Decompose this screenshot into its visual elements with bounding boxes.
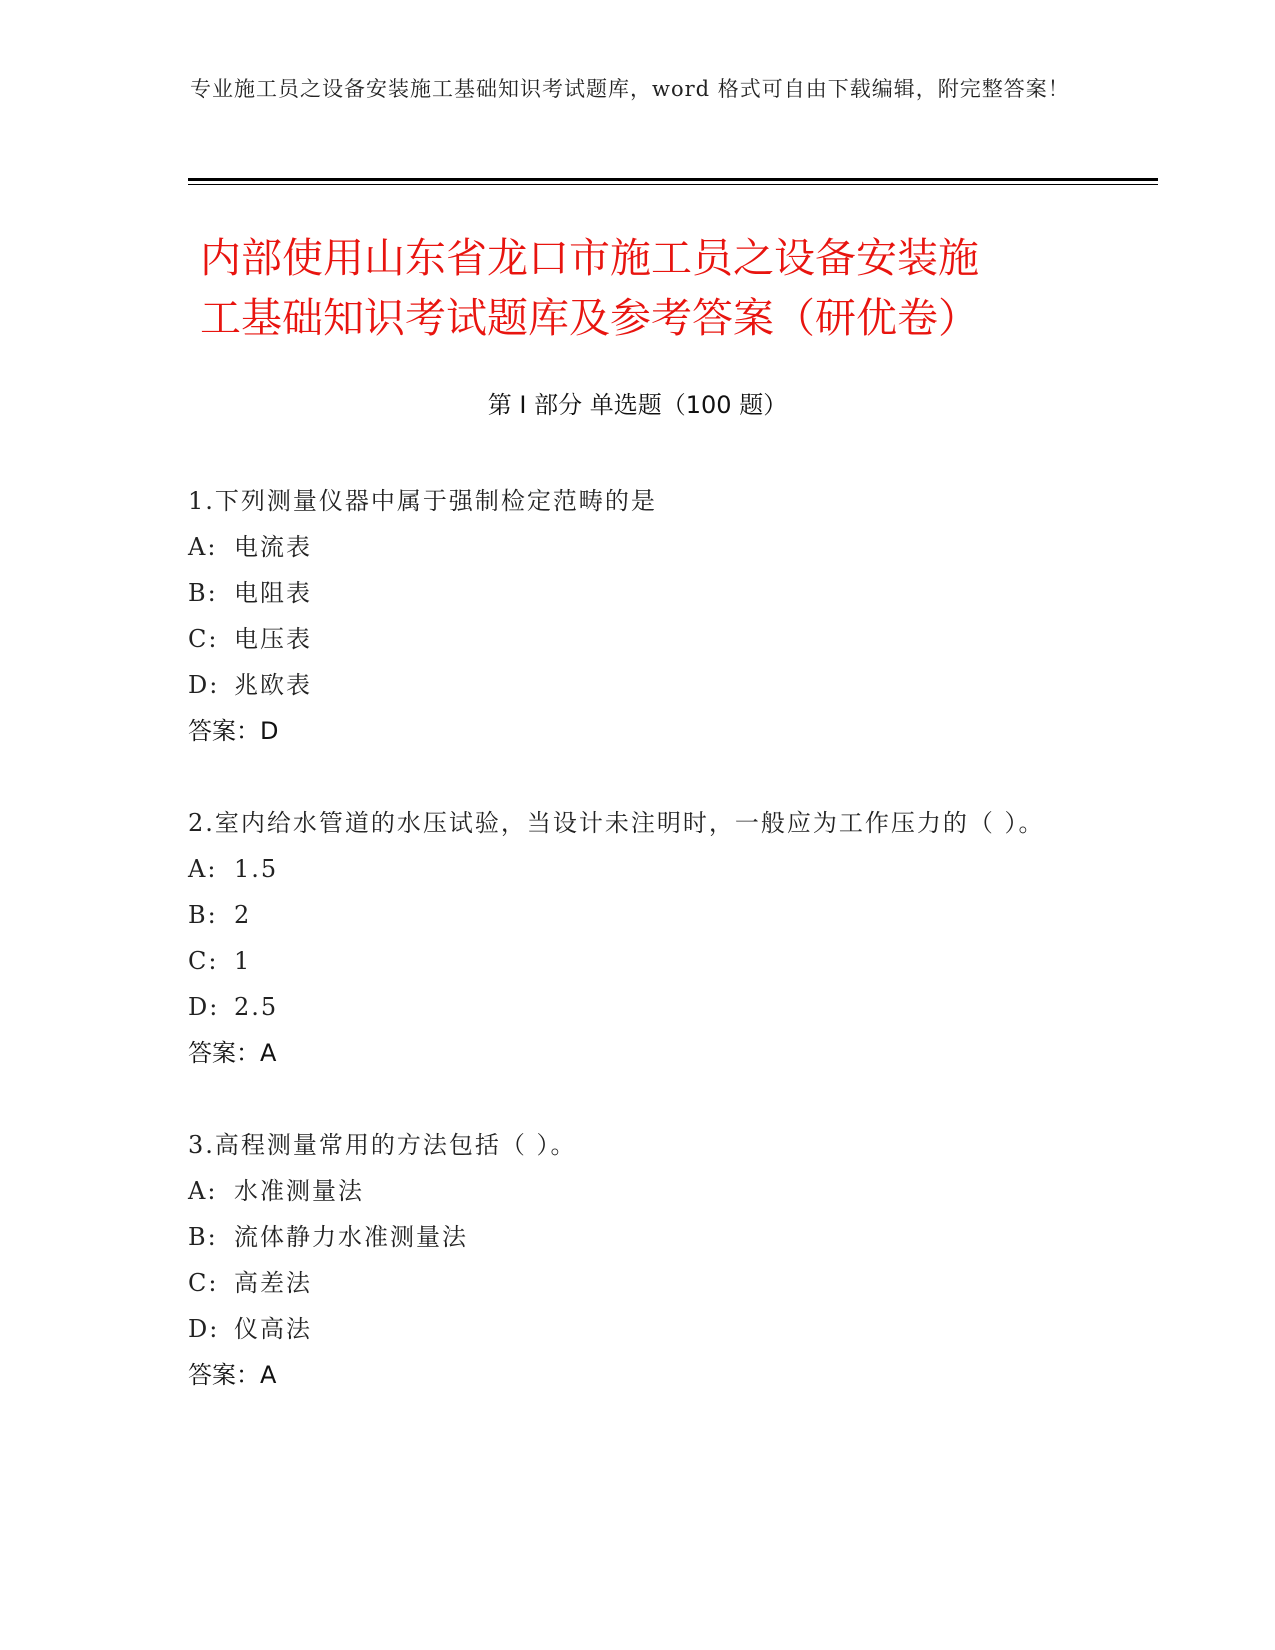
option-b bbox=[188, 570, 1088, 616]
question-stem: 3.高程测量常用的方法包括（ ）。 bbox=[188, 1131, 577, 1159]
question-stem: 2.室内给水管道的水压试验，当设计未注明时，一般应为工作压力的（ ）。 bbox=[188, 809, 1045, 837]
question-list bbox=[188, 478, 1088, 1444]
option-d bbox=[188, 984, 1088, 1030]
option-text: 电阻表 bbox=[234, 579, 312, 607]
option-c bbox=[188, 938, 1088, 984]
option-text: 2 bbox=[234, 901, 252, 929]
option-b bbox=[188, 892, 1088, 938]
section-heading: 第 I 部分 单选题（100 题） bbox=[487, 391, 788, 419]
option-text: 水准测量法 bbox=[234, 1177, 364, 1205]
option-text: 流体静力水准测量法 bbox=[234, 1223, 468, 1251]
answer-line: 答案：D bbox=[188, 717, 279, 745]
question-item bbox=[188, 478, 1088, 754]
option-c bbox=[188, 616, 1088, 662]
header-note: 专业施工员之设备安装施工基础知识考试题库，word 格式可自由下载编辑，附完整答案！ bbox=[190, 77, 1070, 101]
option-d bbox=[188, 1306, 1088, 1352]
option-letter: B: bbox=[188, 1223, 218, 1251]
option-a bbox=[188, 524, 1088, 570]
option-letter: D: bbox=[188, 671, 220, 699]
option-b bbox=[188, 1214, 1088, 1260]
answer-line: 答案：A bbox=[188, 1361, 277, 1389]
option-letter: B: bbox=[188, 901, 218, 929]
option-text: 1 bbox=[234, 947, 252, 975]
header-rule-thick bbox=[188, 178, 1158, 181]
option-text: 电压表 bbox=[234, 625, 312, 653]
option-text: 电流表 bbox=[234, 533, 312, 561]
option-letter: C: bbox=[188, 625, 219, 653]
option-letter: D: bbox=[188, 1315, 220, 1343]
option-letter: B: bbox=[188, 579, 218, 607]
option-c bbox=[188, 1260, 1088, 1306]
question-item bbox=[188, 800, 1088, 1076]
question-item bbox=[188, 1122, 1088, 1398]
option-text: 高差法 bbox=[234, 1269, 312, 1297]
option-d bbox=[188, 662, 1088, 708]
option-letter: A: bbox=[188, 533, 218, 561]
option-a bbox=[188, 846, 1088, 892]
document-title-line-2: 工基础知识考试题库及参考答案（研优卷） bbox=[200, 294, 979, 342]
option-text: 1.5 bbox=[234, 855, 279, 883]
document-title-line-1: 内部使用山东省龙口市施工员之设备安装施 bbox=[200, 234, 979, 282]
answer-line: 答案：A bbox=[188, 1039, 277, 1067]
option-letter: A: bbox=[188, 855, 218, 883]
option-text: 兆欧表 bbox=[234, 671, 312, 699]
option-letter: A: bbox=[188, 1177, 218, 1205]
option-text: 仪高法 bbox=[234, 1315, 312, 1343]
option-letter: C: bbox=[188, 947, 219, 975]
option-letter: D: bbox=[188, 993, 220, 1021]
document-title bbox=[200, 228, 1100, 348]
option-letter: C: bbox=[188, 1269, 219, 1297]
option-a bbox=[188, 1168, 1088, 1214]
option-text: 2.5 bbox=[234, 993, 279, 1021]
header-rule-thin bbox=[188, 184, 1158, 185]
question-stem: 1.下列测量仪器中属于强制检定范畴的是 bbox=[188, 487, 657, 515]
